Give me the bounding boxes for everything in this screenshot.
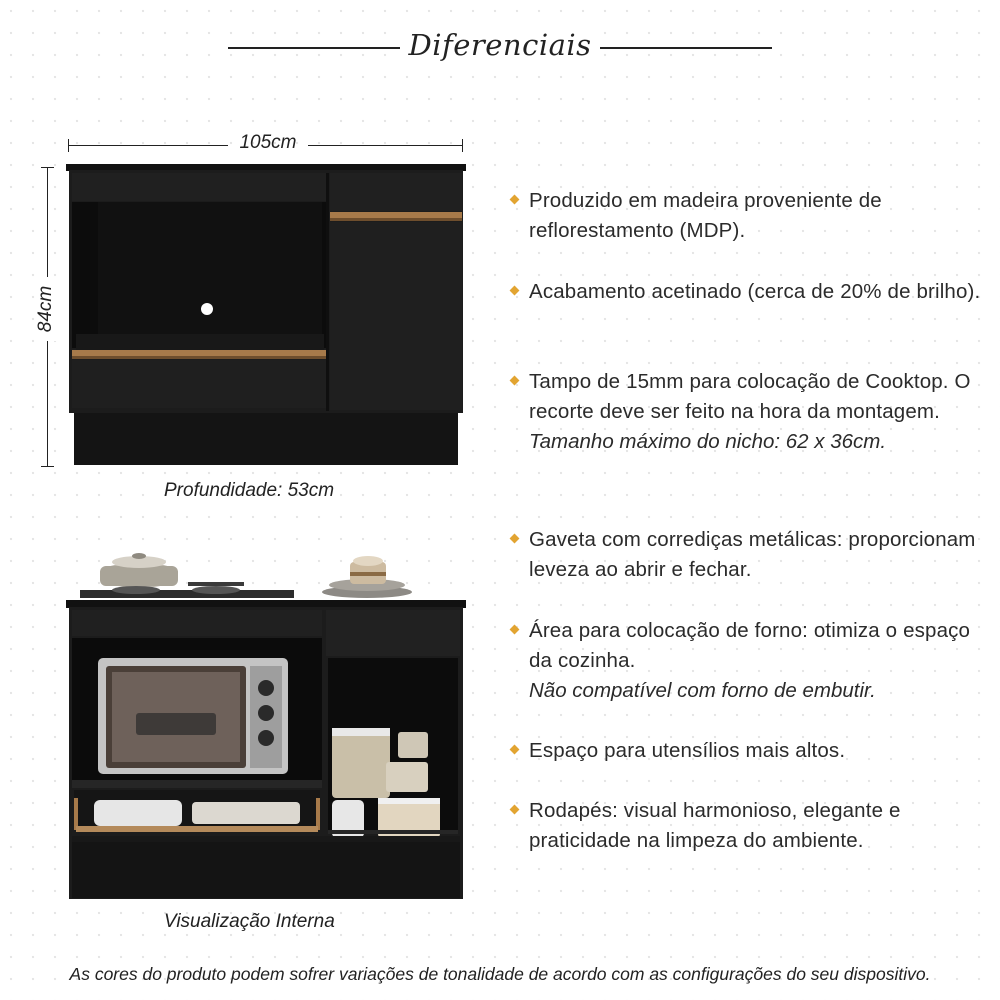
oven-knob-1	[258, 680, 274, 696]
bowl-top	[353, 556, 383, 566]
feature-text: Espaço para utensílios mais altos.	[529, 739, 846, 762]
burner-right	[192, 586, 240, 594]
feature-item	[508, 796, 988, 856]
feature-item	[508, 367, 988, 457]
diamond-bullet-icon	[510, 286, 520, 296]
height-tick-bottom	[41, 466, 54, 467]
niche-shelf	[72, 780, 322, 788]
oven-knob-3	[258, 730, 274, 746]
diamond-bullet-icon	[510, 376, 520, 386]
cooktop	[80, 590, 294, 598]
feature-text: Produzido em madeira proveniente de reflorestamento (MDP).	[529, 189, 882, 242]
height-dimension-label: 84cm	[35, 277, 57, 341]
cabinet-interior-image	[66, 548, 468, 900]
bowl-band	[350, 572, 386, 576]
feature-text: Área para colocação de forno: otimiza o espaço da cozinha.	[529, 619, 971, 672]
upper-panel	[72, 610, 322, 636]
niche-back	[98, 202, 322, 338]
drawer-rail-left	[74, 798, 78, 830]
diamond-bullet-icon	[510, 805, 520, 815]
feature-text: Tampo de 15mm para colocação de Cooktop. O recorte deve ser feito na hora da montagem.	[529, 370, 971, 423]
upper-panel-left	[72, 173, 326, 201]
wood-trim-lower-shadow	[72, 356, 326, 359]
interior-view-caption: Visualização Interna	[164, 911, 335, 932]
right-drawer-front	[326, 610, 460, 656]
jar-small-1	[398, 732, 428, 758]
jar-small-2	[386, 762, 428, 792]
right-upper-panel	[330, 173, 462, 211]
feature-item	[508, 736, 988, 766]
width-dimension-label: 105cm	[239, 132, 297, 153]
lower-drawer-front	[72, 360, 326, 408]
diamond-bullet-icon	[510, 534, 520, 544]
burner-left	[112, 586, 160, 594]
bottom-drawer	[72, 836, 460, 842]
feature-text: Gaveta com corrediças metálicas: proporcionam leveza ao abrir e fechar.	[529, 528, 976, 581]
feature-item	[508, 616, 988, 706]
towels-left	[94, 800, 182, 826]
burner-grate	[188, 582, 244, 586]
diamond-bullet-icon	[510, 745, 520, 755]
pot-wall	[100, 566, 178, 586]
cabinet-front-image	[66, 160, 468, 470]
wood-trim-upper-shadow	[330, 218, 462, 221]
niche-floor	[76, 334, 324, 350]
width-dimension-line-left	[68, 145, 228, 146]
width-tick-right	[462, 139, 463, 152]
cabinet-top	[66, 164, 466, 171]
color-disclaimer: As cores do produto podem sofrer variações de tonalidade de acordo com as configurações do seu dispositivo.	[69, 964, 931, 984]
cabinet-plinth	[74, 413, 458, 465]
depth-caption: Profundidade: 53cm	[164, 480, 335, 501]
drawer-rail-right	[316, 798, 320, 830]
divider	[326, 173, 329, 411]
page-title	[0, 28, 1000, 62]
feature-item	[508, 186, 988, 246]
diamond-bullet-icon	[510, 195, 520, 205]
right-door	[330, 222, 462, 410]
feature-item	[508, 525, 988, 585]
cabinet-plinth	[72, 842, 460, 898]
feature-item	[508, 277, 988, 307]
jar-rice	[332, 732, 390, 798]
feature-text: Rodapés: visual harmonioso, elegante e praticidade na limpeza do ambiente.	[529, 799, 901, 852]
width-dimension-line-right	[308, 145, 463, 146]
right-shelf	[328, 830, 458, 834]
feature-note: Não compatível com forno de embutir.	[529, 679, 876, 702]
page-title-text: Diferenciais	[400, 28, 599, 62]
towels-right	[192, 802, 300, 824]
pot-lid-knob	[132, 553, 146, 559]
cabinet-top	[66, 600, 466, 608]
jar-rice-lid	[332, 728, 390, 736]
drawer-front-lip	[76, 826, 318, 832]
jar-nuts-lid	[378, 798, 440, 804]
cable-hole	[201, 303, 213, 315]
feature-text: Acabamento acetinado (cerca de 20% de brilho).	[529, 280, 981, 303]
oven-tray	[136, 713, 216, 735]
diamond-bullet-icon	[510, 625, 520, 635]
oven-knob-2	[258, 705, 274, 721]
feature-note: Tamanho máximo do nicho: 62 x 36cm.	[529, 430, 887, 453]
